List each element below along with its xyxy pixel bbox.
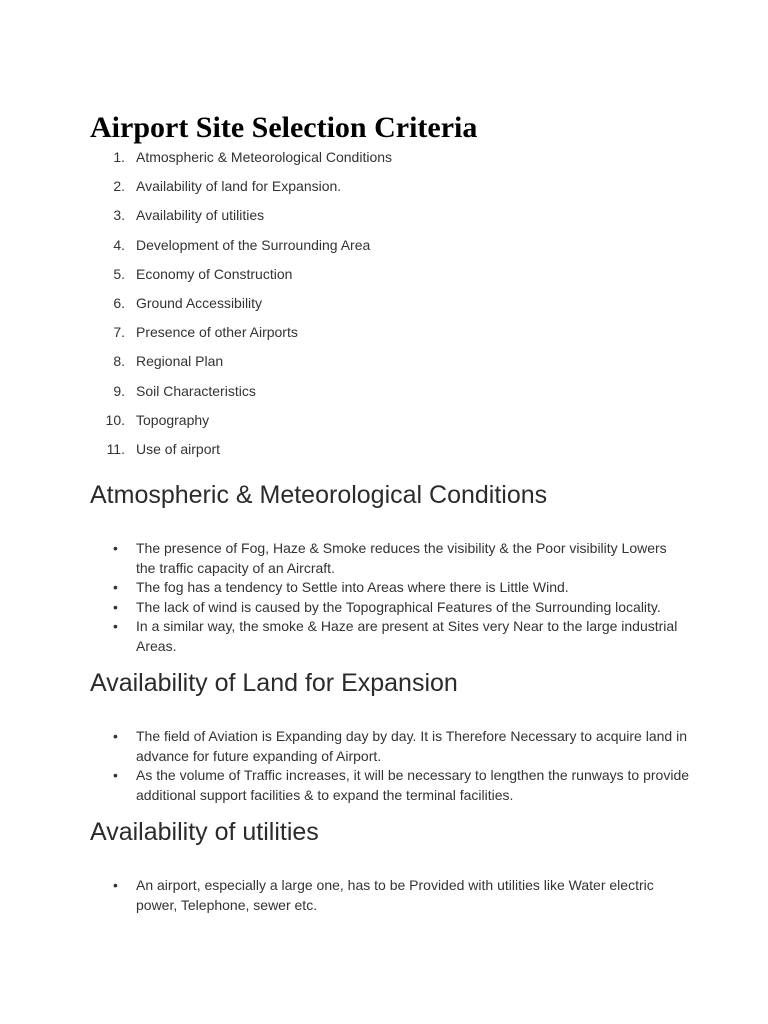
list-item-number: 11.	[106, 440, 125, 457]
list-item-number: 7.	[113, 324, 125, 341]
list-item-label: Development of the Surrounding Area	[136, 236, 371, 253]
list-item-number: 2.	[113, 178, 125, 195]
list-item-number: 6.	[113, 294, 125, 311]
list-item-label: Atmospheric & Meteorological Conditions	[136, 149, 393, 165]
section-heading: Atmospheric & Meteorological Conditions	[90, 481, 548, 509]
bullet-list	[90, 876, 690, 915]
list-item-label: Regional Plan	[136, 353, 224, 370]
section-heading: Availability of Land for Expansion	[90, 669, 458, 697]
section-availability-of-utilities	[90, 815, 690, 915]
bullet-list	[90, 539, 690, 656]
bullet-item: • In a similar way, the smoke & Haze are present at Sites very Near to the large industrial Areas.	[90, 617, 690, 656]
bullet-item: • The fog has a tendency to Settle into Areas where there is Little Wind.	[90, 578, 690, 598]
list-item-number: 3.	[113, 207, 125, 224]
criteria-list	[90, 146, 690, 467]
bullet-item: • The field of Aviation is Expanding day by day. It is Therefore Necessary to acquire land in advance for future expanding of Airport.	[90, 727, 690, 766]
section-heading: Availability of utilities	[90, 818, 319, 846]
list-item-label: Economy of Construction	[136, 265, 293, 282]
list-item-label: Ground Accessibility	[136, 294, 263, 311]
list-item-label: Availability of land for Expansion.	[136, 178, 342, 195]
list-item-number: 1.	[113, 149, 125, 165]
list-item	[90, 292, 690, 321]
list-item-label: Presence of other Airports	[136, 324, 298, 341]
list-item	[90, 321, 690, 350]
list-item	[90, 350, 690, 379]
list-item-number: 9.	[113, 382, 125, 399]
list-item-label: Topography	[136, 411, 210, 428]
bullet-item: • An airport, especially a large one, has to be Provided with utilities like Water electric power, Telephone, sewer etc.	[90, 876, 690, 915]
list-item	[90, 409, 690, 438]
list-item-number: 4.	[113, 236, 125, 253]
list-item	[90, 438, 690, 467]
list-item-label: Availability of utilities	[136, 207, 265, 224]
list-item-number: 5.	[113, 265, 125, 282]
list-item	[90, 146, 690, 175]
section-land-for-expansion	[90, 666, 690, 805]
list-item-label: Use of airport	[136, 440, 221, 457]
bullet-item: • As the volume of Traffic increases, it will be necessary to lengthen the runways to provide additional support facilities & to expand the terminal facilities.	[90, 766, 690, 805]
list-item	[90, 234, 690, 263]
bullet-list	[90, 727, 690, 805]
bullet-item: • The lack of wind is caused by the Topographical Features of the Surrounding locality.	[90, 598, 690, 618]
list-item-number: 8.	[113, 353, 125, 370]
page-title: Airport Site Selection Criteria	[90, 111, 478, 144]
list-item-label: Soil Characteristics	[136, 382, 256, 399]
list-item	[90, 380, 690, 409]
list-item	[90, 175, 690, 204]
list-item	[90, 204, 690, 233]
list-item	[90, 263, 690, 292]
bullet-item: • The presence of Fog, Haze & Smoke reduces the visibility & the Poor visibility Lowers the traffic capacity of an Aircraft.	[90, 539, 690, 578]
section-atmospheric-conditions	[90, 478, 690, 656]
list-item-number: 10.	[105, 411, 125, 428]
